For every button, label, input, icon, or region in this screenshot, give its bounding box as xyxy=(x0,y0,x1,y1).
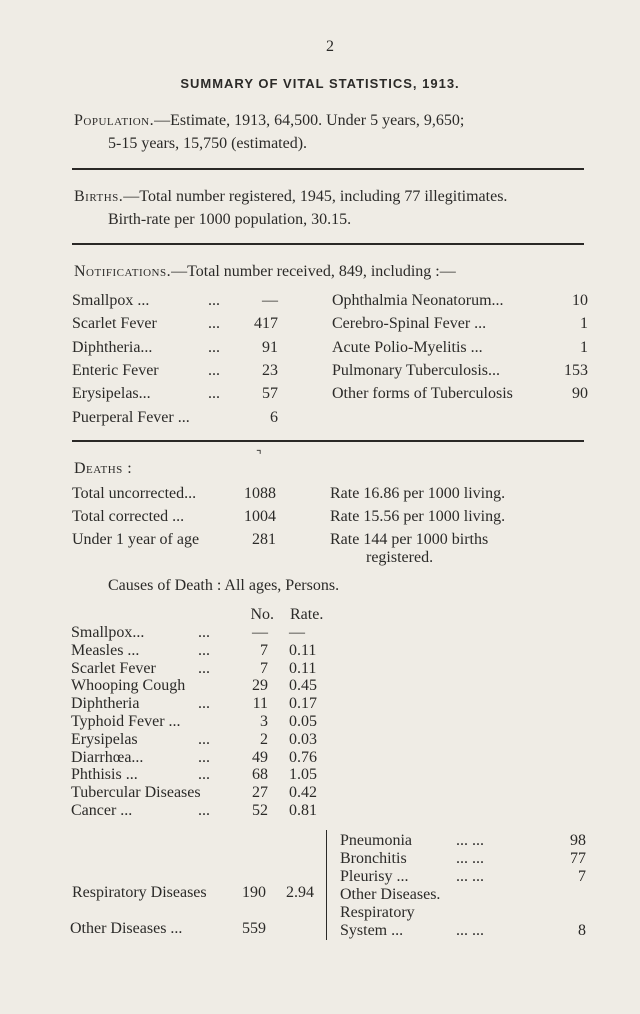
cause-label: Scarlet Fever xyxy=(71,659,156,677)
cause-rate: 0.05 xyxy=(289,713,317,730)
births-line1 xyxy=(74,188,507,206)
cause-label: Whooping Cough xyxy=(71,677,186,695)
cause-dots: ... xyxy=(198,730,210,748)
cause-dots: ... xyxy=(198,802,210,819)
breakdown-dots: ... ... xyxy=(456,849,484,867)
notification-label: Pulmonary Tuberculosis... xyxy=(332,361,501,379)
notification-dots: ... xyxy=(208,292,220,309)
population-text1: —Estimate, 1913, 64,500. Under 5 years, 9,650; xyxy=(154,112,465,129)
cause-number: 68 xyxy=(252,766,268,784)
brace-bracket xyxy=(326,830,327,940)
cause-number: 7 xyxy=(260,659,268,677)
cause-label: Measles ... xyxy=(71,641,140,659)
cause-rate: 0.11 xyxy=(289,641,317,659)
cause-number: 52 xyxy=(252,802,268,819)
cause-dots: ... xyxy=(198,641,210,659)
population-line2: 5-15 years, 15,750 (estimated). xyxy=(108,135,308,152)
cause-dots: ... xyxy=(198,624,210,641)
cause-rate: 0.11 xyxy=(289,659,317,677)
deaths-label: Under 1 year of age xyxy=(72,531,200,548)
other-diseases-label: Other Diseases ... xyxy=(70,920,183,937)
cause-number: 11 xyxy=(252,695,268,713)
notification-label: Ophthalmia Neonatorum... xyxy=(332,292,504,309)
notifications-heading: Notifications. xyxy=(74,263,172,280)
cause-rate: 0.81 xyxy=(289,802,317,819)
deaths-value: 1004 xyxy=(244,508,276,525)
deaths-label: Total uncorrected... xyxy=(72,485,197,502)
breakdown-label: Respiratory xyxy=(340,903,415,921)
notification-value: 91 xyxy=(262,338,278,356)
deaths-value: 1088 xyxy=(244,485,276,502)
cause-rate: — xyxy=(289,624,305,641)
cause-dots: ... xyxy=(198,695,210,713)
cause-number: — xyxy=(252,624,268,641)
page-number: 2 xyxy=(326,38,334,55)
cause-number: 7 xyxy=(260,641,268,659)
respiratory-label: Respiratory Diseases xyxy=(72,884,207,901)
breakdown-label: Bronchitis xyxy=(340,849,407,867)
deaths-rate: Rate 16.86 per 1000 living. xyxy=(330,485,506,502)
cause-rate: 0.42 xyxy=(289,784,317,802)
stray-mark: ⌝ xyxy=(256,448,262,462)
notification-label: Acute Polio-Myelitis ... xyxy=(332,338,483,356)
breakdown-label: System ... xyxy=(340,921,404,939)
population-heading: Population. xyxy=(74,112,155,129)
births-heading: Births. xyxy=(74,188,124,205)
cause-number: 27 xyxy=(252,784,268,802)
notification-label: Enteric Fever xyxy=(72,361,159,379)
notification-value: 10 xyxy=(572,292,588,309)
notification-value: 1 xyxy=(580,315,588,333)
cause-number: 2 xyxy=(260,730,268,748)
cause-rate: 0.45 xyxy=(289,677,317,695)
notification-dots: ... xyxy=(208,385,220,403)
breakdown-dots: ... ... xyxy=(456,921,484,939)
col-no-header: No. xyxy=(250,606,274,623)
notification-dots: ... xyxy=(208,361,220,379)
rule-notifications xyxy=(72,440,584,442)
cause-rate: 0.03 xyxy=(289,730,317,748)
notification-value: 1 xyxy=(580,338,588,356)
cause-label: Smallpox... xyxy=(71,624,145,641)
deaths-rate-cont: registered. xyxy=(366,549,434,566)
cause-label: Tubercular Diseases xyxy=(71,784,201,802)
notification-label: Cerebro-Spinal Fever ... xyxy=(332,315,487,333)
breakdown-dots: ... ... xyxy=(456,867,484,885)
notification-label: Scarlet Fever xyxy=(72,315,157,333)
cause-rate: 0.17 xyxy=(289,695,317,713)
breakdown-label: Pneumonia xyxy=(340,832,412,849)
notifications-intro: —Total number received, 849, including :— xyxy=(171,263,456,280)
cause-number: 3 xyxy=(260,713,268,730)
cause-rate: 0.76 xyxy=(289,748,317,766)
respiratory-no: 190 xyxy=(242,884,266,901)
deaths-value: 281 xyxy=(252,531,276,548)
other-diseases-no: 559 xyxy=(242,920,266,937)
notification-value: 90 xyxy=(572,385,588,403)
breakdown-label: Other Diseases. xyxy=(340,885,441,903)
notification-label: Puerperal Fever ... xyxy=(72,408,190,426)
breakdown-value: 8 xyxy=(578,921,586,939)
deaths-rate: Rate 15.56 per 1000 living. xyxy=(330,508,506,525)
notification-value: 417 xyxy=(254,315,278,333)
notification-value: 153 xyxy=(564,361,588,379)
col-rate-header: Rate. xyxy=(290,606,324,623)
cause-dots: ... xyxy=(198,766,210,784)
cause-label: Typhoid Fever ... xyxy=(71,713,181,730)
cause-label: Phthisis ... xyxy=(71,766,138,784)
cause-label: Erysipelas xyxy=(71,730,138,748)
breakdown-value: 98 xyxy=(570,832,586,849)
notification-dots: ... xyxy=(208,315,220,333)
deaths-heading: Deaths : xyxy=(74,460,133,477)
cause-number: 29 xyxy=(252,677,268,695)
rule-population xyxy=(72,168,584,170)
notifications-line xyxy=(74,263,456,281)
notification-dots: ... xyxy=(208,338,220,356)
breakdown-dots: ... ... xyxy=(456,832,484,849)
cause-dots: ... xyxy=(198,748,210,766)
deaths-label: Total corrected ... xyxy=(72,508,185,525)
causes-heading: Causes of Death : All ages, Persons. xyxy=(108,577,340,594)
notification-value: 23 xyxy=(262,361,278,379)
births-line2: Birth-rate per 1000 population, 30.15. xyxy=(108,211,352,228)
cause-dots: ... xyxy=(198,659,210,677)
notification-value: 57 xyxy=(262,385,278,403)
breakdown-value: 77 xyxy=(570,849,586,867)
cause-number: 49 xyxy=(252,748,268,766)
respiratory-rate: 2.94 xyxy=(286,884,314,901)
notification-label: Other forms of Tuberculosis xyxy=(332,385,513,403)
cause-rate: 1.05 xyxy=(289,766,317,784)
breakdown-value: 7 xyxy=(578,867,586,885)
breakdown-label: Pleurisy ... xyxy=(340,867,409,885)
births-text1: —Total number registered, 1945, including 77 illegitimates. xyxy=(123,188,508,205)
notification-value: 6 xyxy=(270,408,278,426)
cause-label: Cancer ... xyxy=(71,802,133,819)
cause-label: Diphtheria xyxy=(71,695,140,713)
page-title: SUMMARY OF VITAL STATISTICS, 1913. xyxy=(180,76,460,91)
notification-label: Diphtheria... xyxy=(72,338,153,356)
population-line1 xyxy=(74,112,464,130)
notification-label: Smallpox ... xyxy=(72,292,150,309)
cause-label: Diarrhœa... xyxy=(71,748,144,766)
rule-births xyxy=(72,243,584,245)
notification-value: — xyxy=(262,292,278,309)
deaths-rate: Rate 144 per 1000 births xyxy=(330,531,489,548)
notification-label: Erysipelas... xyxy=(72,385,151,403)
